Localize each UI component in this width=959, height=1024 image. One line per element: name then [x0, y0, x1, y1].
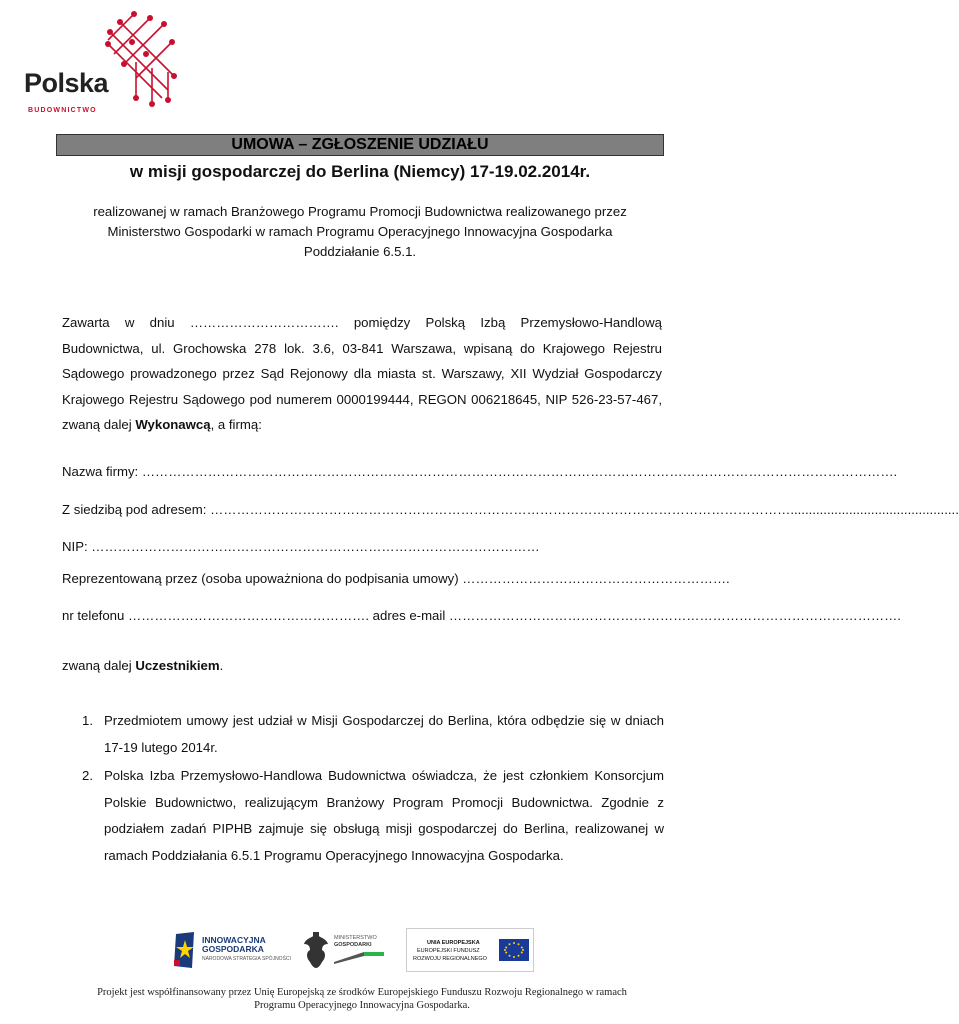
- participant-clause: [62, 658, 223, 673]
- ig-line3: NARODOWA STRATEGIA SPÓJNOŚCI: [202, 956, 291, 962]
- intro-text: [56, 202, 664, 262]
- contract-text: Zawarta w dniu ……………………………. pomiędzy Polską Izbą Przemysłowo-Handlową Budownictwa, ul. Grochowska 278 lok. 3.6, 03-841 Warszawa, wpisaną do Krajowego Rejestru Sądowego prowadzonego przez Sąd Rejonowy dla miasta st. Warszawy, XII Wydział Gospodarczy Krajowego Rejestru Sądowego pod numerem 0000199444, REGON 006218645, NIP 526-23-57-467, zwaną dalej: [62, 315, 662, 432]
- mg-line2: GOSPODARKI: [334, 942, 372, 948]
- company-address-field[interactable]: Z siedzibą pod adresem: ……………………………………………………………………………………………………………………..............................................: [62, 502, 959, 517]
- ig-star-icon: [172, 930, 198, 970]
- eu-fund-logo: [406, 928, 534, 972]
- representative-field[interactable]: Reprezentowaną przez (osoba upoważniona do podpisania umowy) …………………………………………………….: [62, 571, 730, 586]
- innowacyjna-gospodarka-logo: [172, 928, 292, 972]
- document-subtitle: w misji gospodarczej do Berlina (Niemcy) 17-19.02.2014r.: [129, 162, 591, 181]
- intro-line: Poddziałanie 6.5.1.: [303, 244, 417, 259]
- list-item: [62, 708, 664, 761]
- list-item-number: 2.: [82, 768, 93, 783]
- phone-email-field[interactable]: nr telefonu ………………………………………………. adres e-mail ………………………………………………………………………………………….: [62, 608, 901, 623]
- list-item: [62, 763, 664, 869]
- contractor-term: Wykonawcą: [135, 417, 211, 432]
- ig-line2: GOSPODARKA: [202, 944, 264, 954]
- document-title: UMOWA – ZGŁOSZENIE UDZIAŁU: [56, 134, 664, 156]
- mg-line1: MINISTERSTWO: [334, 935, 377, 941]
- funding-footer: [40, 986, 684, 1012]
- contract-paragraph: [62, 310, 662, 438]
- ig-line1: INNOWACYJNA: [202, 935, 266, 945]
- list-item-text: Polska Izba Przemysłowo-Handlowa Budownictwa oświadcza, że jest członkiem Konsorcjum Polskie Budownictwo, realizującym Branżowy Program Promocji Budownictwa. Zgodnie z podziałem zadań PIPHB zajmuje się obsługą misji gospodarczej do Berlina, realizowanej w ramach Poddziałania 6.5.1 Programu Operacyjnego Innowacyjna Gospodarka.: [104, 768, 664, 863]
- logo-subtitle: BUDOWNICTWO: [28, 107, 97, 114]
- eu-flag-icon: [499, 939, 529, 961]
- company-name-field[interactable]: Nazwa firmy: ……………………………………………………………………………………………………………………………………………………….: [62, 464, 898, 479]
- polska-budownictwo-logo: [24, 12, 184, 122]
- ue-line2: EUROPEJSKI FUNDUSZ: [417, 948, 480, 954]
- terms-list: [62, 708, 664, 871]
- footer-line: Projekt jest współfinansowany przez Unię Europejską ze środków Europejskiego Funduszu Rozwoju Regionalnego w ramach: [97, 987, 627, 998]
- ministerstwo-gospodarki-logo: [302, 928, 386, 972]
- funding-logos: [0, 928, 724, 972]
- closing-text: zwaną dalej: [62, 658, 136, 673]
- footer-line: Programu Operacyjnego Innowacyjna Gospodarka.: [254, 1000, 470, 1011]
- participant-term: Uczestnikiem: [135, 658, 220, 673]
- list-item-text: Przedmiotem umowy jest udział w Misji Gospodarczej do Berlina, która odbędzie się w dniach 17-19 lutego 2014r.: [104, 713, 664, 755]
- intro-line: Ministerstwo Gospodarki w ramach Programu Operacyjnego Innowacyjna Gospodarka: [107, 224, 613, 239]
- intro-line: realizowanej w ramach Branżowego Programu Promocji Budownictwa realizowanego przez: [93, 204, 627, 219]
- mg-stripe-icon: [334, 952, 384, 964]
- contract-tail: , a firmą:: [210, 417, 262, 432]
- nip-field[interactable]: NIP: …………………………………………………………………………………………: [62, 539, 540, 554]
- ue-line3: ROZWOJU REGIONALNEGO: [413, 956, 487, 962]
- eagle-icon: [302, 932, 330, 970]
- logo-word: Polska: [24, 68, 109, 98]
- closing-tail: .: [219, 658, 224, 673]
- list-item-number: 1.: [82, 713, 93, 728]
- ue-line1: UNIA EUROPEJSKA: [427, 940, 480, 946]
- lattice-icon: [24, 12, 184, 122]
